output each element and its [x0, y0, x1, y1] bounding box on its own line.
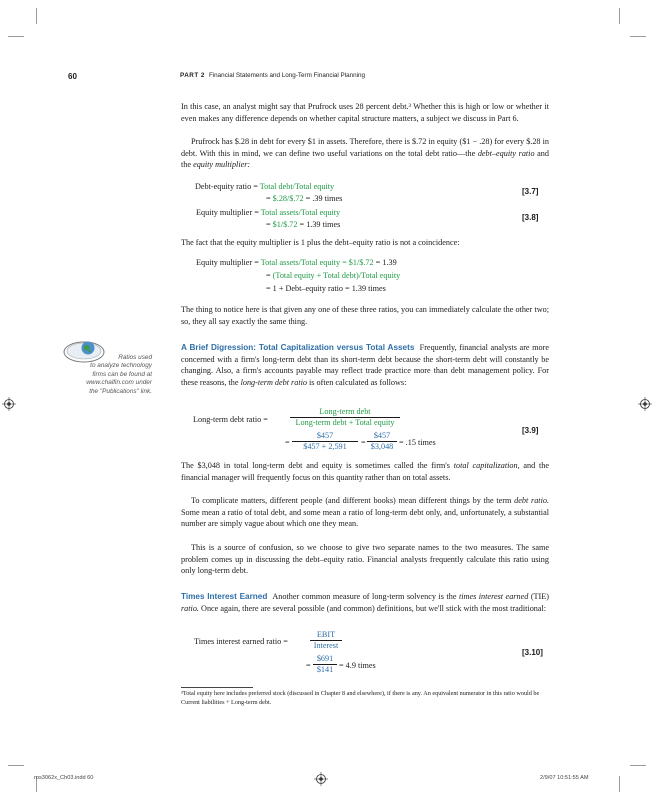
slug-timestamp: 2/9/07 10:51:55 AM [540, 775, 589, 781]
footnote: ³Total equity here includes preferred stock (discussed in Chapter 8 and elsewhere), if there is any. An equivalent numerator in this ratio would be Current liabilities + Long-term debt. [181, 690, 540, 706]
paragraph-7: To complicate matters, different people (and different books) mean different things by the term debt ratio. Some mean a ratio of total debt, and some mean a ratio of long-term debt only, and, unfortunately, a substantial number are simply vague about which one they mean. [181, 496, 549, 529]
eq-ltd-fraction-1: Long-term debt Long-term debt + Total equity [290, 407, 400, 428]
crop-mark-bottom-right-h [630, 765, 646, 766]
term-long-term-debt-ratio: long-term debt ratio [240, 377, 307, 387]
paragraph-9: Times Interest Earned Another common measure of long-term solvency is the times interest earned (TIE) ratio. Once again, there are several possible (and common) definitions, but we'll stick with the most traditional: [181, 592, 549, 613]
slug-file-name: ros3062x_Ch03.indd 60 [34, 775, 94, 781]
eq-ltd-equals: = [285, 438, 290, 447]
eq-label: Debt-equity ratio [195, 182, 252, 191]
paragraph-1: In this case, an analyst might say that Prufrock uses 28 percent debt.³ Whether this is high or low or whether it even makes any difference depends on whether capital structure matters, a subject we discuss in Part 6. [181, 102, 549, 123]
crop-mark-top-right-v [619, 8, 620, 24]
registration-mark-right [638, 397, 652, 411]
eq-equity-multiplier-line2: = $1/$.72 = 1.39 times [266, 220, 341, 229]
term-debt-ratio: debt ratio. [514, 496, 549, 505]
equation-number-3-8: [3.8] [522, 213, 539, 222]
eq-result: 1.39 times [306, 220, 341, 229]
equation-number-3-10: [3.10] [522, 648, 543, 657]
footnote-rule [181, 687, 253, 688]
eq-ltd-fraction-3: $\frac{\$457}{\$3,048}$ [367, 431, 397, 452]
eq-tie-label: Times interest earned ratio = [194, 637, 288, 646]
running-head [180, 72, 365, 79]
eq-debt-equity-line1: Debt-equity ratio = Total debt/Total equity [195, 182, 335, 191]
eq-derivation-result: 1.39 [382, 258, 397, 267]
term-total-capitalization: total capitalization, [453, 461, 520, 470]
paragraph-3: The fact that the equity multiplier is 1 plus the debt–equity ratio is not a coincidence: [181, 238, 460, 247]
eq-derivation-formula-3: 1 + Debt–equity ratio = 1.39 times [272, 284, 386, 293]
part-label: PART 2 [180, 72, 205, 79]
section-heading-digression: A Brief Digression: Total Capitalization versus Total Assets [181, 343, 415, 352]
crop-mark-bottom-left-h [8, 765, 24, 766]
eq-equity-multiplier-line1: Equity multiplier = Total assets/Total equity [196, 208, 341, 217]
eq-formula: Total assets/Total equity [260, 208, 341, 217]
eq-label: Equity multiplier [196, 258, 253, 267]
eq-label: Equity multiplier [196, 208, 253, 217]
term-times-interest-earned: times interest earned [458, 592, 529, 601]
crop-mark-bottom-right-v [619, 776, 620, 792]
eq-ltd-result: = .15 times [399, 438, 436, 447]
crop-mark-top-left-h [8, 36, 24, 37]
term-equity-multiplier: equity multiplier: [193, 160, 251, 170]
paragraph-6: The $3,048 in total long-term debt and equity is sometimes called the firm's total capitalization, and the financial manager will frequently focus on this quantity rather than on total assets. [181, 461, 550, 482]
term-debt-equity-ratio: debt–equity ratio [477, 148, 535, 158]
section-heading-tie: Times Interest Earned [181, 592, 268, 601]
crop-mark-top-right-h [630, 36, 646, 37]
eq-tie-equals: = [306, 661, 311, 670]
eq-calc: $1/$.72 [272, 220, 298, 229]
margin-note-url[interactable]: www.chalfin.com under [86, 379, 152, 387]
paragraph-4: The thing to notice here is that given any one of these three ratios, you can immediately calculate the other two; so, they all say exactly the same thing. [181, 305, 549, 326]
eq-calc: $.28/$.72 [272, 194, 304, 203]
registration-mark-left [2, 397, 16, 411]
eq-ltd-label: Long-term debt ratio = [193, 415, 268, 424]
page-number: 60 [68, 72, 77, 81]
paragraph-5: A Brief Digression: Total Capitalization versus Total Assets Frequently, financial analysts are more concerned with a firm's long-term debt than its short-term debt because the short-term debt will constantly be changing. Also, a firm's accounts payable may reflect trade practice more than debt management policy. For these reasons, the long-term debt ratio is often calculated as follows: [181, 343, 550, 387]
equation-number-3-9: [3.9] [522, 426, 539, 435]
margin-note: Ratios used to analyze technology firms can be found at www.chalfin.com under the "Publications" link. [60, 354, 152, 396]
crop-mark-top-left-v [36, 8, 37, 24]
eq-ltd-fraction-2: $\frac{\$457}{\$457 + 2,591}$ [292, 431, 358, 452]
equation-number-3-7: [3.7] [522, 187, 539, 196]
registration-mark-bottom [314, 772, 328, 786]
eq-derivation-formula-2: (Total equity + Total debt)/Total equity [272, 271, 401, 280]
eq-ltd-equals-2: = [361, 438, 366, 447]
eq-tie-result: = 4.9 times [339, 661, 376, 670]
eq-derivation-line3: = 1 + Debt–equity ratio = 1.39 times [266, 284, 386, 293]
eq-tie-fraction-2: $\frac{\$691}{\$141}$ [313, 654, 337, 675]
paragraph-2: Prufrock has $.28 in debt for every $1 in assets. Therefore, there is $.72 in equity ($1 − .28) for every $.28 in debt. With this in mind, we can define two useful variations on the total debt ratio—the debt–equity ratio and the equity multiplier: [181, 137, 549, 170]
paragraph-8: This is a source of confusion, so we choose to give two separate names to the two measures. The same problem comes up in discussing the debt–equity ratio. Financial analysts frequently calculate this ratio using only long-term debt. [181, 543, 549, 576]
eq-derivation-line2: = (Total equity + Total debt)/Total equity [266, 271, 401, 280]
eq-derivation-formula: Total assets/Total equity = $1/$.72 [260, 258, 374, 267]
eq-derivation-line1: Equity multiplier = Total assets/Total equity = $1/$.72 = 1.39 [196, 258, 397, 267]
eq-tie-fraction-1: EBIT Interest [310, 630, 342, 651]
eq-debt-equity-line2: = $.28/$.72 = .39 times [266, 194, 343, 203]
part-title: Financial Statements and Long-Term Financial Planning [208, 72, 366, 79]
eq-result: .39 times [312, 194, 343, 203]
eq-formula: Total debt/Total equity [259, 182, 335, 191]
